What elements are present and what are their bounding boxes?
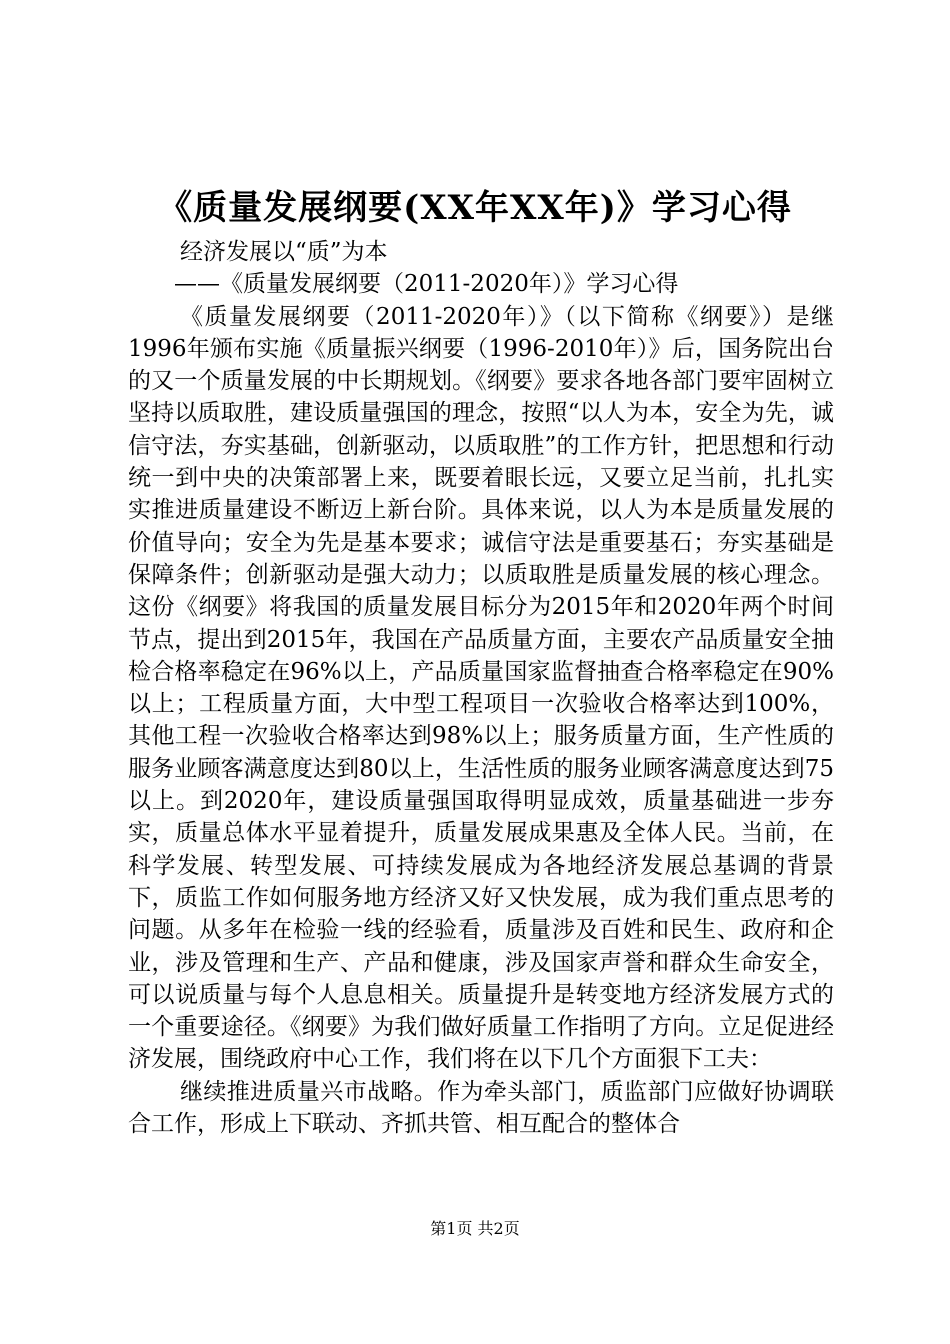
document-subtitle: 经济发展以“质”为本 xyxy=(180,239,388,265)
document-subtitle-2: ——《质量发展纲要（2011-2020年）》学习心得 xyxy=(174,271,679,298)
document-title: 《质量发展纲要(XX年XX年)》学习心得 xyxy=(158,188,792,228)
page-footer: 第1页 共2页 xyxy=(430,1219,520,1238)
body-paragraph: 继续推进质量兴市战略。作为牵头部门，质监部门应做好协调联合工作，形成上下联动、齐抓共管、相互配合的整体合 xyxy=(128,1078,834,1138)
document-body xyxy=(128,236,834,1140)
body-paragraph: 《质量发展纲要（2011-2020年）》（以下简称《纲要》）是继1996年颁布实施《质量振兴纲要（1996-2010年）》后，国务院出台的又一个质量发展的中长期规划。《纲要》要求各地各部门要牢固树立坚持以质取胜，建设质量强国的理念，按照“以人为本，安全为先，诚信守法，夯实基础，创新驱动，以质取胜”的工作方针，把思想和行动统一到中央的决策部署上来，既要着眼长远，又要立足当前，扎扎实实推进质量建设不断迈上新台阶。具体来说，以人为本是质量发展的价值导向；安全为先是基本要求；诚信守法是重要基石；夯实基础是保障条件；创新驱动是强大动力；以质取胜是质量发展的核心理念。这份《纲要》将我国的质量发展目标分为2015年和2020年两个时间节点，提出到2015年，我国在产品质量方面，主要农产品质量安全抽检合格率稳定在96%以上，产品质量国家监督抽查合格率稳定在90%以上；工程质量方面，大中型工程项目一次验收合格率达到100%，其他工程一次验收合格率达到98%以上；服务质量方面，生产性质的服务业顾客满意度达到80以上，生活性质的服务业顾客满意度达到75以上。到2020年，建设质量强国取得明显成效，质量基础进一步夯实，质量总体水平显着提升，质量发展成果惠及全体人民。当前，在科学发展、转型发展、可持续发展成为各地经济发展总基调的背景下，质监工作如何服务地方经济又好又快发展，成为我们重点思考的问题。从多年在检验一线的经验看，质量涉及百姓和民生、政府和企业，涉及管理和生产、产品和健康，涉及国家声誉和群众生命安全，可以说质量与每个人息息相关。质量提升是转变地方经济发展方式的一个重要途径。《纲要》为我们做好质量工作指明了方向。立足促进经济发展，围绕政府中心工作，我们将在以下几个方面狠下工夫： xyxy=(128,303,834,1073)
